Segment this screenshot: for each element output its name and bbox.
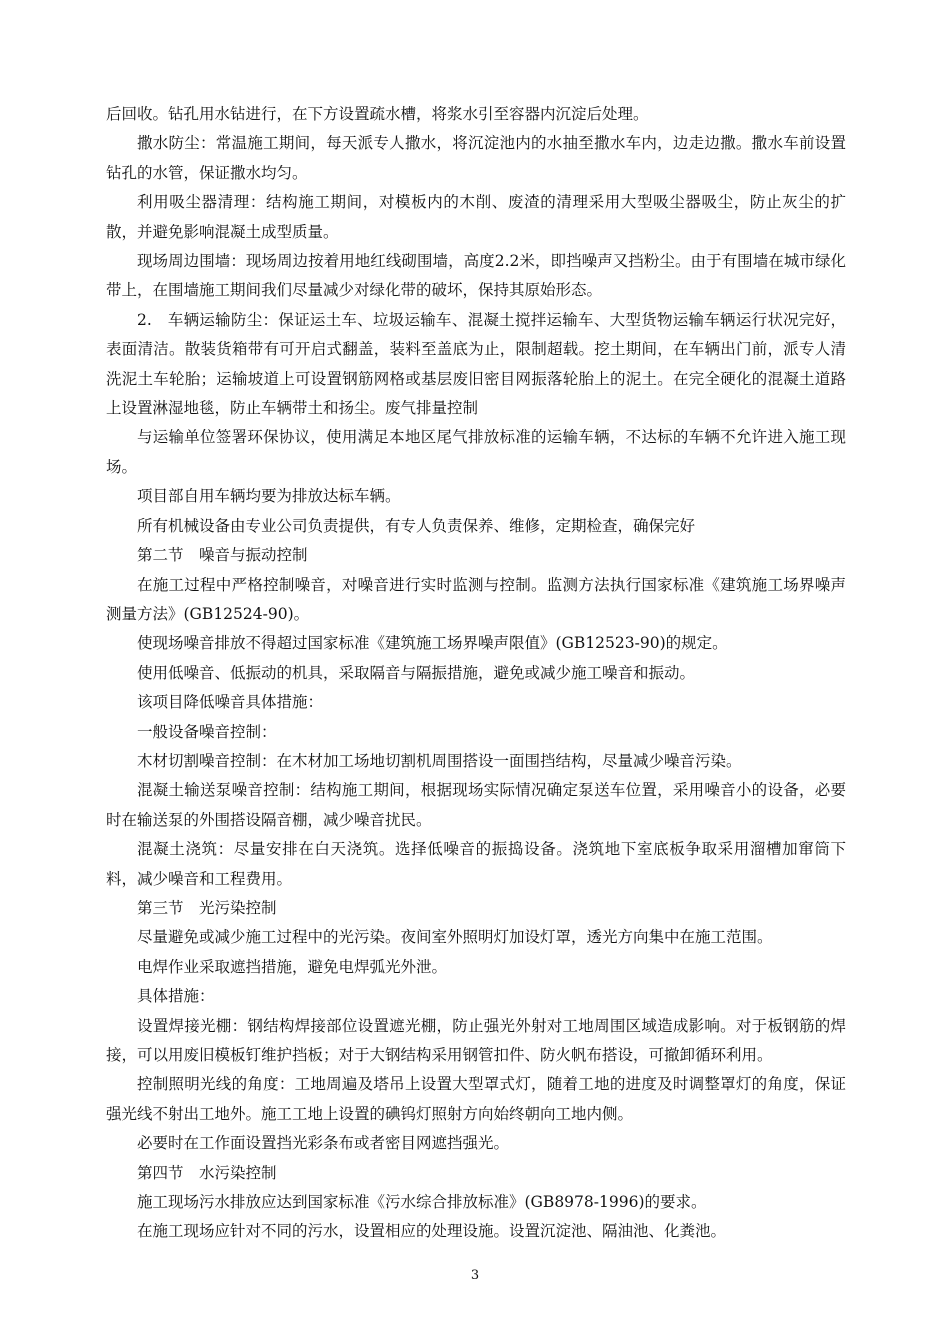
- paragraph: 必要时在工作面设置挡光彩条布或者密目网遮挡强光。: [137, 1134, 510, 1153]
- paragraph: 尽量避免或减少施工过程中的光污染。夜间室外照明灯加设灯罩，透光方向集中在施工范围。: [137, 928, 773, 947]
- paragraph: 2. 车辆运输防尘：保证运土车、垃圾运输车、混凝土搅拌运输车、大型货物运输车辆运行状况完好，表面清洁。散装货箱带有可开启式翻盖，装料至盖底为止，限制超载。挖土期间，在车辆出门前，派专人清洗泥土车轮胎；运输坡道上可设置钢筋网格或基层废旧密目网振落轮胎上的泥土。在完全硬化的混凝土道路上设置淋湿地毯，防止车辆带土和扬尘。废气排量控制: [106, 310, 846, 418]
- page-number: 3: [470, 1268, 480, 1283]
- paragraph: 控制照明光线的角度：工地周遍及塔吊上设置大型罩式灯，随着工地的进度及时调整罩灯的角度，保证强光线不射出工地外。施工工地上设置的碘钨灯照射方向始终朝向工地内侧。: [106, 1075, 846, 1123]
- paragraph: 一般设备噪音控制：: [137, 722, 277, 741]
- paragraph: 现场周边围墙：现场周边按着用地红线砌围墙，高度2.2米，即挡噪声又挡粉尘。由于有围墙在城市绿化带上，在围墙施工期间我们尽量减少对绿化带的破坏，保持其原始形态。: [106, 252, 846, 300]
- paragraph: 使现场噪音排放不得超过国家标准《建筑施工场界噪声限值》(GB12523-90)的规定。: [137, 634, 728, 653]
- paragraph: 项目部自用车辆均要为排放达标车辆。: [137, 487, 401, 506]
- paragraph: 电焊作业采取遮挡措施，避免电焊弧光外泄。: [137, 957, 448, 976]
- paragraph: 所有机械设备由专业公司负责提供，有专人负责保养、维修，定期检查，确保完好: [137, 516, 696, 535]
- paragraph: 使用低噪音、低振动的机具，采取隔音与隔振措施，避免或减少施工噪音和振动。: [137, 663, 696, 682]
- paragraph: 撒水防尘：常温施工期间，每天派专人撒水，将沉淀池内的水抽至撒水车内，边走边撒。撒水车前设置钻孔的水管，保证撒水均匀。: [106, 134, 846, 182]
- paragraph: 混凝土浇筑：尽量安排在白天浇筑。选择低噪音的振捣设备。浇筑地下室底板争取采用溜槽加窜筒下料，减少噪音和工程费用。: [106, 840, 846, 888]
- document-body: [106, 100, 846, 1247]
- paragraph: 具体措施：: [137, 987, 215, 1006]
- paragraph: 与运输单位签署环保协议，使用满足本地区尾气排放标准的运输车辆，不达标的车辆不允许进入施工现场。: [106, 428, 846, 476]
- paragraph: 在施工过程中严格控制噪音，对噪音进行实时监测与控制。监测方法执行国家标准《建筑施工场界噪声测量方法》(GB12524-90)。: [106, 575, 846, 623]
- paragraph: 设置焊接光棚：钢结构焊接部位设置遮光棚，防止强光外射对工地周围区域造成影响。对于板钢筋的焊接，可以用废旧模板钉维护挡板；对于大钢结构采用钢管扣件、防火帆布搭设，可撤卸循环利用。: [106, 1016, 846, 1064]
- paragraph: 利用吸尘器清理：结构施工期间，对模板内的木削、废渣的清理采用大型吸尘器吸尘，防止灰尘的扩散，并避免影响混凝土成型质量。: [106, 193, 846, 241]
- paragraph: 第三节 光污染控制: [137, 898, 277, 917]
- paragraph: 该项目降低噪音具体措施：: [137, 693, 324, 712]
- paragraph: 后回收。钻孔用水钻进行，在下方设置疏水槽，将浆水引至容器内沉淀后处理。: [106, 105, 649, 123]
- paragraph: 在施工现场应针对不同的污水，设置相应的处理设施。设置沉淀池、隔油池、化粪池。: [137, 1222, 727, 1241]
- paragraph: 第四节 水污染控制: [137, 1163, 277, 1182]
- paragraph: 木材切割噪音控制：在木材加工场地切割机周围搭设一面围挡结构，尽量减少噪音污染。: [137, 751, 742, 770]
- paragraph: 施工现场污水排放应达到国家标准《污水综合排放标准》(GB8978-1996)的要求。: [137, 1193, 707, 1212]
- paragraph: 第二节 噪音与振动控制: [137, 546, 308, 565]
- paragraph: 混凝土输送泵噪音控制：结构施工期间，根据现场实际情况确定泵送车位置，采用噪音小的设备，必要时在输送泵的外围搭设隔音棚，减少噪音扰民。: [106, 781, 846, 829]
